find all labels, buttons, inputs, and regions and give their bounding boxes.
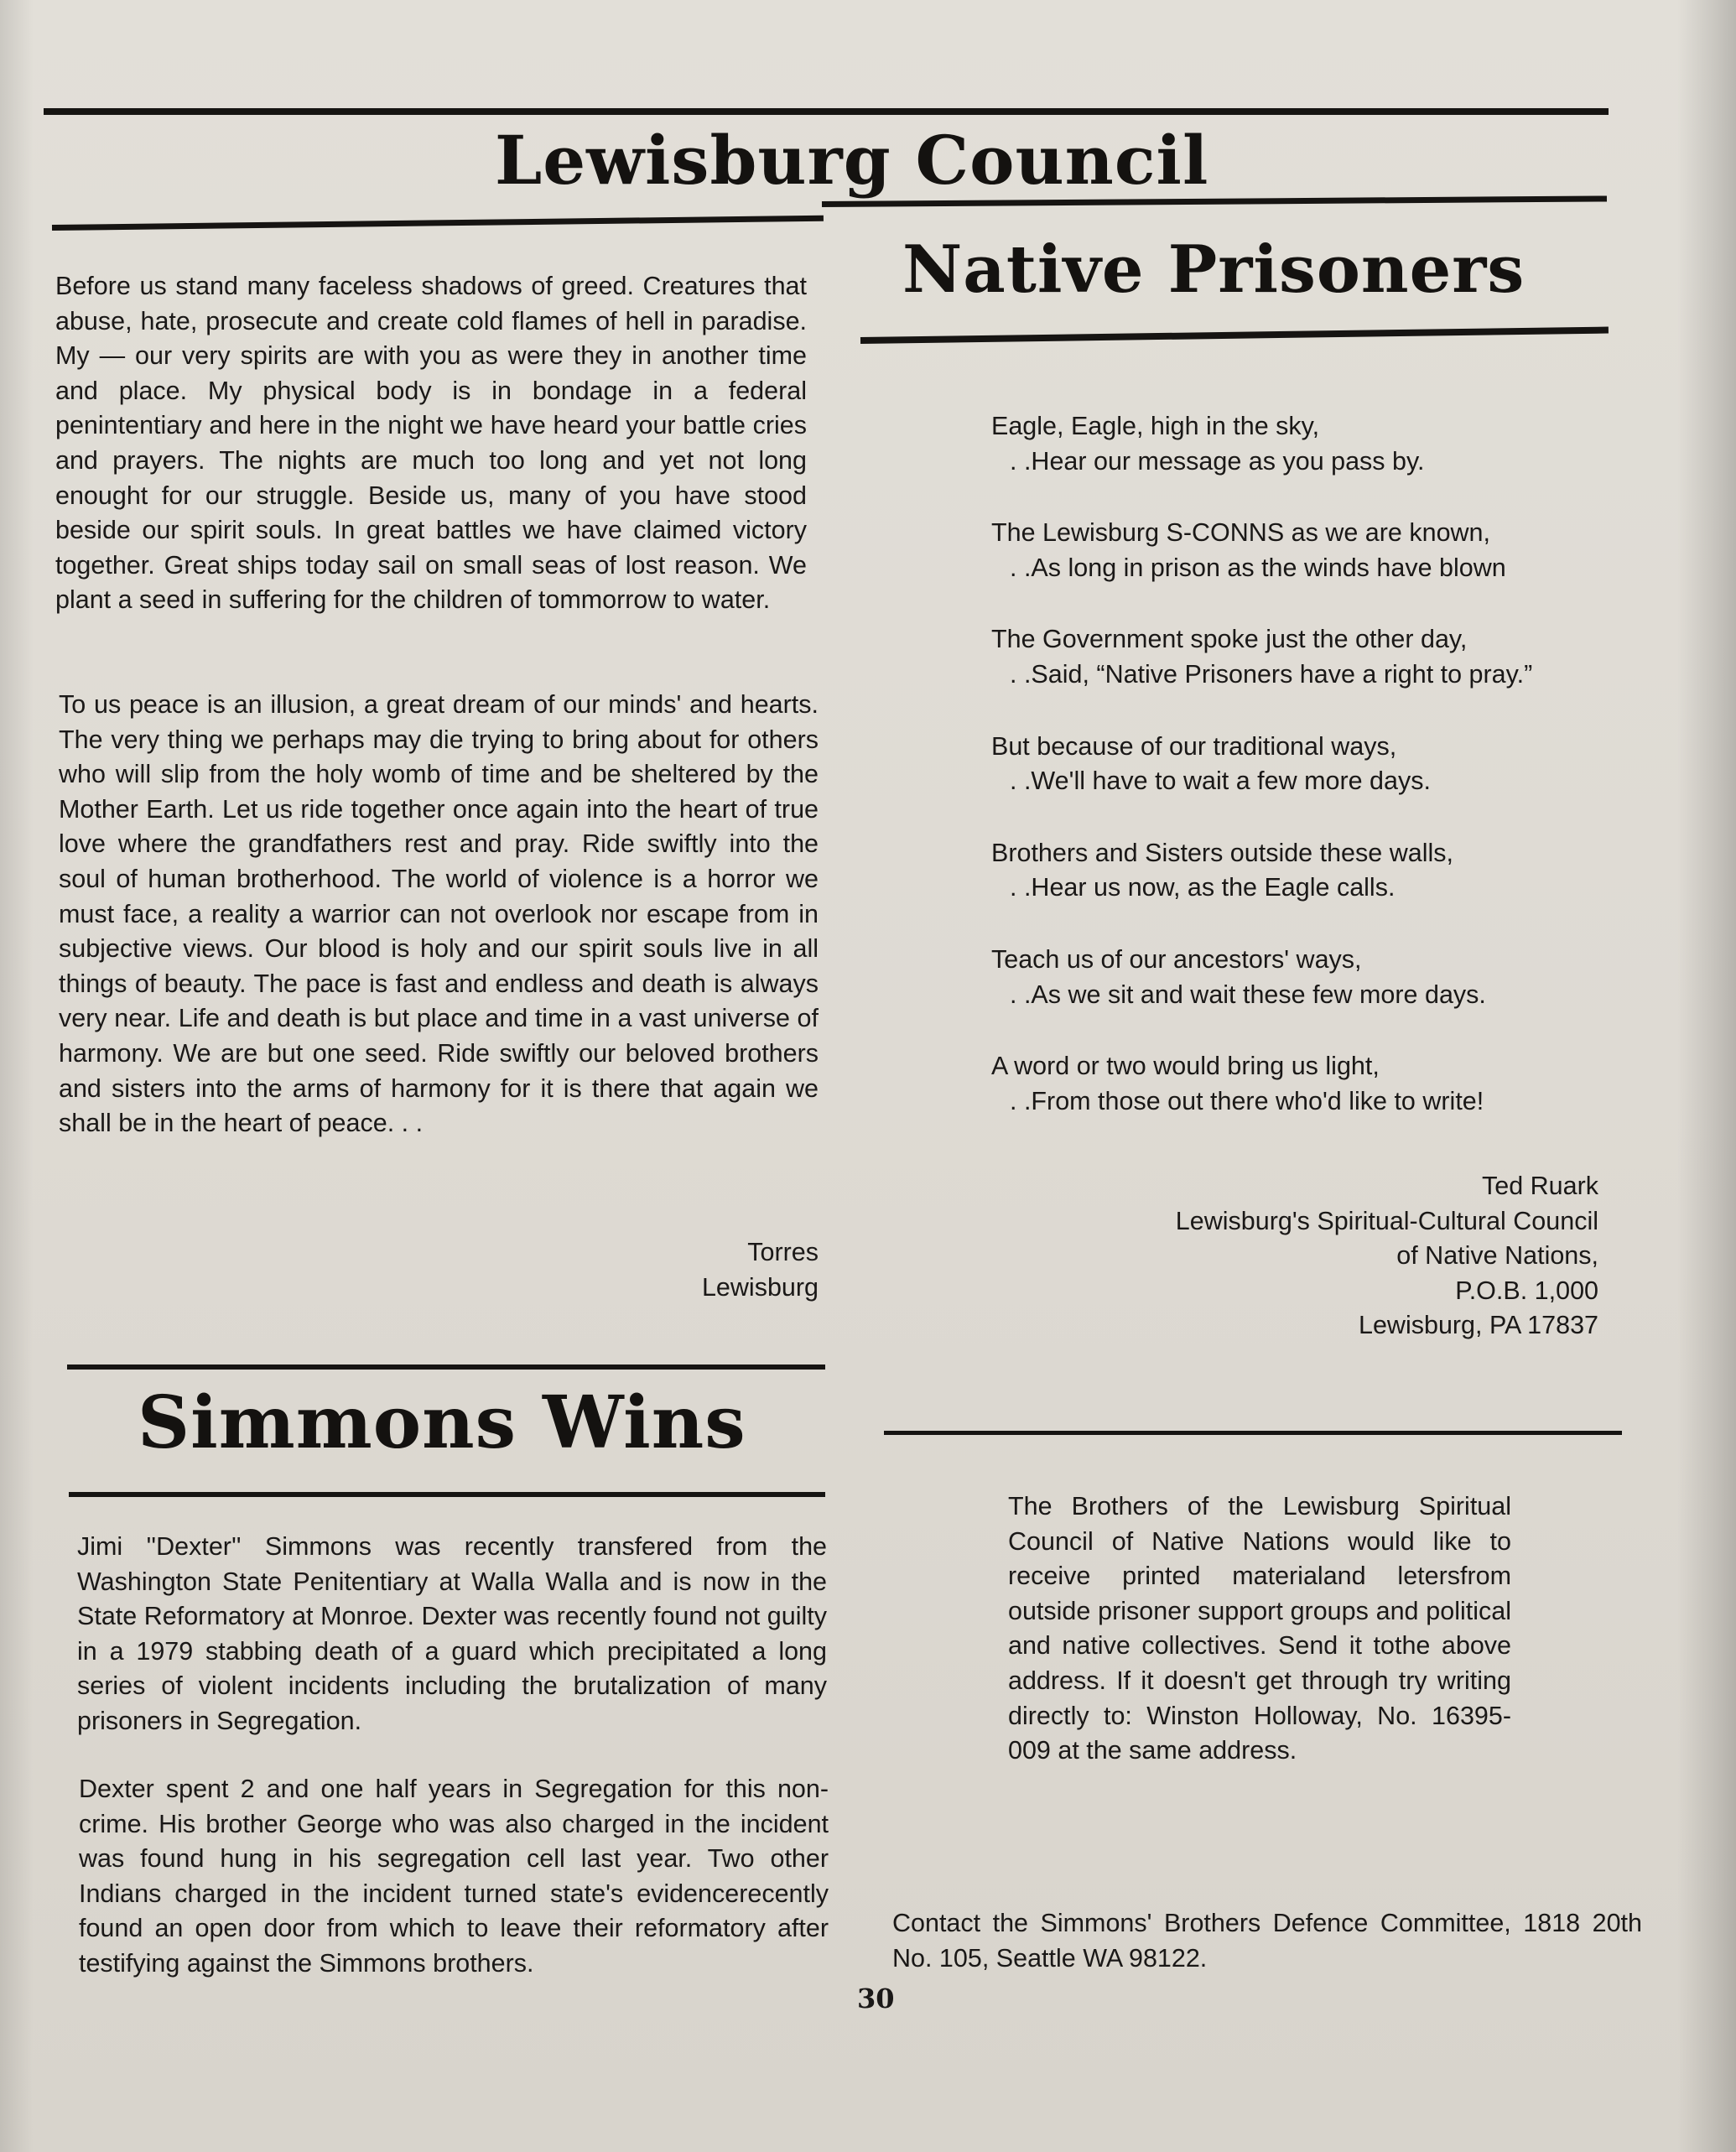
lewisburg-top-rule bbox=[44, 108, 1609, 115]
poem-line: The Government spoke just the other day, bbox=[991, 625, 1468, 654]
signature-city: Lewisburg, PA 17837 bbox=[1359, 1311, 1598, 1340]
poem-line: . .As long in prison as the winds have blown bbox=[1010, 553, 1506, 582]
simmons-bottom-rule bbox=[69, 1492, 825, 1497]
poem-line: Teach us of our ancestors' ways, bbox=[991, 944, 1362, 974]
poem-line: But because of our traditional ways, bbox=[991, 731, 1397, 761]
defence-committee-contact: Contact the Simmons' Brothers Defence Committee, 1818 20th No. 105, Seattle WA 98122. bbox=[892, 1909, 1642, 1973]
lewisburg-paragraph-2: To us peace is an illusion, a great dream of our minds' and hearts. The very thing we perhaps may die trying to bring about for others who will slip from the holy womb of time and be sheltered by the Mother Earth. Let us ride together once again into the heart of true love where the grandfathers rest and pray. Ride swiftly into the soul of human brotherhood. The world of violence is a horror we must face, a reality a warrior can not overlook nor escape from in subjective views. Our blood is holy and our spirit souls live in all things of beauty. The pace is fast and endless and death is always very near. Life and death is but place and time in a vast universe of harmony. We are but one seed. Ride swiftly our beloved brothers and sisters into the arms of harmony for it is there that again we shall be in the heart of peace. . . bbox=[59, 690, 819, 1138]
poem-stanza bbox=[991, 516, 1578, 585]
page-edge-shadow bbox=[1677, 0, 1736, 2152]
simmons-top-rule bbox=[67, 1364, 825, 1370]
native-prisoners-headline: Native Prisoners bbox=[902, 231, 1525, 308]
poem-line: . .From those out there who'd like to write! bbox=[1010, 1086, 1484, 1115]
lewisburg-signature bbox=[579, 1235, 819, 1305]
binding-shadow bbox=[0, 0, 34, 2152]
poem-line: . .Said, “Native Prisoners have a right to pray.” bbox=[1010, 659, 1533, 689]
signature-place: Lewisburg bbox=[701, 1272, 819, 1302]
lewisburg-paragraph-1: Before us stand many faceless shadows of greed. Creatures that abuse, hate, prosecute and create cold flames of hell in paradise. My — our very spirits are with you as were they in another time and place. My physical body is in bondage in a federal penintentiary and here in the night we have heard your battle cries and prayers. The nights are much too long and yet not long enought for our struggle. Beside us, many of you have stood beside our spirit souls. In great battles we have claimed victory together. Great ships today sail on small seas of lost reason. We plant a seed in suffering for the children of tommorrow to water. bbox=[55, 272, 807, 615]
poem-stanza bbox=[991, 836, 1578, 906]
poem-line: A word or two would bring us light, bbox=[991, 1052, 1380, 1081]
simmons-paragraph-1: Jimi ''Dexter'' Simmons was recently transfered from the Washington State Penitentiary at Walla Walla and is now in the State Reformatory at Monroe. Dexter was recently found not guilty in a 1979 stabbing death of a guard which precipitated a long series of violent incidents including the brutalization of many prisoners in Segregation. bbox=[77, 1532, 827, 1735]
signature-org: Lewisburg's Spiritual-Cultural Council bbox=[1175, 1206, 1598, 1235]
notice-top-rule bbox=[884, 1431, 1622, 1435]
signature-address: P.O.B. 1,000 bbox=[1455, 1276, 1598, 1305]
poem-stanza bbox=[991, 943, 1578, 1012]
native-prisoners-poem bbox=[991, 409, 1578, 1156]
native-notice: The Brothers of the Lewisburg Spiritual Council of Native Nations would like to receive printed materialand letersfrom outside prisoner support groups and political and native collectives. Send it tothe above address. If it doesn't get through try writing directly to: Winston Holloway, No. 16395-009 at the same address. bbox=[1008, 1492, 1511, 1765]
native-prisoners-rule bbox=[860, 327, 1609, 344]
poem-line: . .Hear our message as you pass by. bbox=[1010, 446, 1425, 476]
poem-stanza bbox=[991, 730, 1578, 799]
poem-line: . .We'll have to wait a few more days. bbox=[1010, 767, 1431, 796]
native-prisoners-signature bbox=[1048, 1169, 1598, 1344]
simmons-headline: Simmons Wins bbox=[138, 1380, 746, 1465]
signature-name: Torres bbox=[747, 1238, 819, 1266]
poem-line: . .Hear us now, as the Eagle calls. bbox=[1010, 873, 1396, 902]
poem-line: The Lewisburg S-CONNS as we are known, bbox=[991, 518, 1490, 548]
lewisburg-headline: Lewisburg Council bbox=[495, 121, 1209, 200]
poem-line: Eagle, Eagle, high in the sky, bbox=[991, 412, 1320, 440]
poem-stanza bbox=[991, 409, 1578, 479]
poem-stanza bbox=[991, 1049, 1578, 1119]
signature-org-cont: of Native Nations, bbox=[1396, 1241, 1598, 1271]
poem-stanza bbox=[991, 622, 1578, 692]
poem-line: Brothers and Sisters outside these walls, bbox=[991, 838, 1453, 867]
poem-line: . .As we sit and wait these few more days. bbox=[1010, 980, 1486, 1009]
simmons-paragraph-2: Dexter spent 2 and one half years in Segregation for this non-crime. His brother George who was also charged in the incident was found hung in his segregation cell last year. Two other Indians charged in the incident turned state's evidencerecently found an open door from which to leave their reformatory after testifying against the Simmons brothers. bbox=[79, 1775, 829, 1978]
signature-name: Ted Ruark bbox=[1481, 1172, 1598, 1200]
page-number: 30 bbox=[857, 1983, 895, 2014]
lewisburg-bottom-rule bbox=[52, 216, 824, 231]
